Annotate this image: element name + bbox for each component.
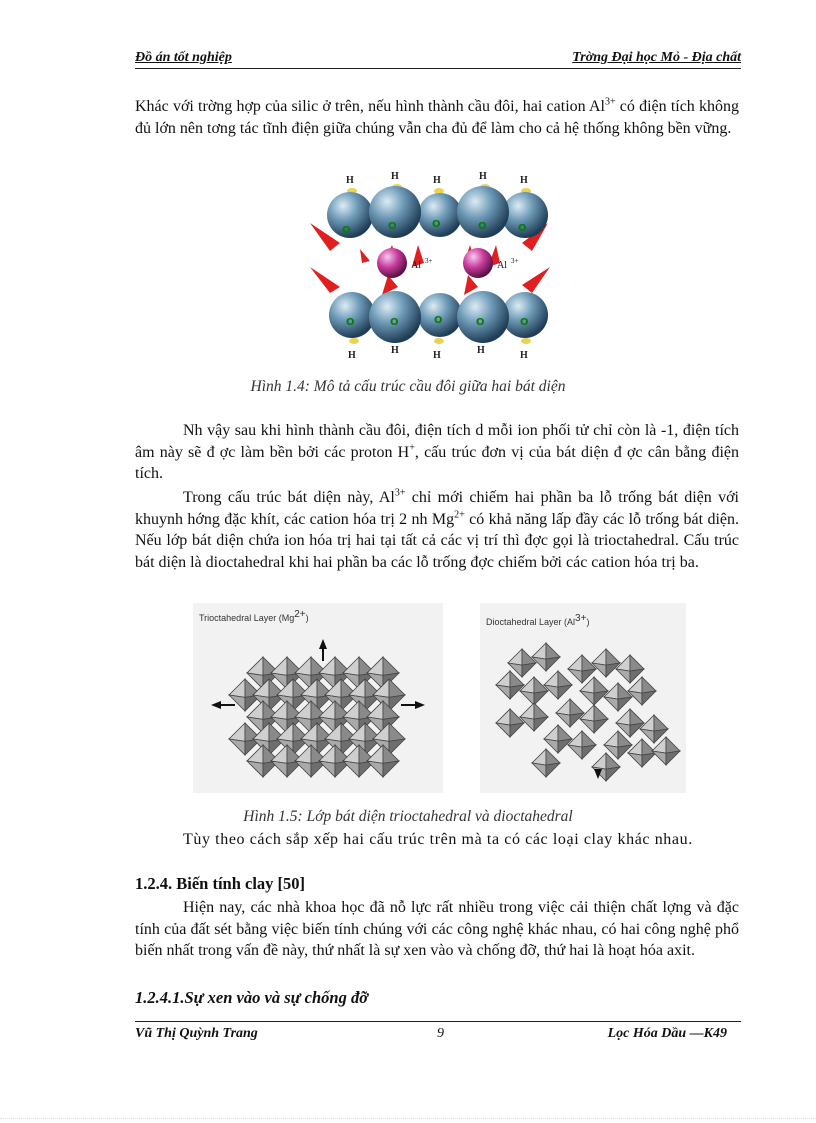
footer-course: Lọc Hóa Dầu —K49 xyxy=(607,1026,727,1041)
svg-text:H: H xyxy=(433,175,441,186)
figure-caption-1: Hình 1.4: Mô tả cấu trúc cầu đôi giữa hai bát diện xyxy=(250,378,566,395)
svg-text:3+: 3+ xyxy=(425,257,433,265)
figure-dioctahedral xyxy=(480,603,686,793)
aluminium-spheres xyxy=(377,248,493,278)
section-heading-1-2-4: 1.2.4. Biến tính clay [50] xyxy=(135,874,306,893)
svg-text:H: H xyxy=(433,350,441,361)
svg-text:O: O xyxy=(346,317,355,328)
trioctahedral-lattice xyxy=(193,603,443,793)
svg-text:O: O xyxy=(476,317,485,328)
svg-text:H: H xyxy=(520,350,528,361)
octahedron xyxy=(532,749,560,777)
octahedron xyxy=(604,683,632,711)
page-bottom-dotted-line xyxy=(0,1118,816,1119)
figure-caption-2: Hình 1.5: Lớp bát diện trioctahedral và dioctahedral xyxy=(243,808,573,825)
octahedron xyxy=(568,731,596,759)
trioctahedral-title: Trioctahedral Layer $(Mg^{2+})$ xyxy=(199,609,309,623)
svg-text:H: H xyxy=(346,175,354,186)
figure-trioctahedral xyxy=(193,603,443,793)
svg-text:H: H xyxy=(477,345,485,356)
octahedron xyxy=(628,739,656,767)
svg-text:O: O xyxy=(518,223,527,234)
header-left: Đồ án tốt nghiệp xyxy=(135,50,232,65)
svg-text:H: H xyxy=(348,350,356,361)
octahedron xyxy=(556,699,584,727)
svg-text:H: H xyxy=(391,171,399,182)
svg-text:O: O xyxy=(390,317,399,328)
octahedron xyxy=(496,709,524,737)
paragraph-2: Nh vậy sau khi hình thành cầu đôi, điện tích d mỗi ion phối tử chỉ còn là -1, điện tích âm này sẽ đ ợc làm bền bởi các proton H+, cấu trúc đơn vị của bát diện đ ợc cân bằng điện tích. xyxy=(135,422,740,482)
oxygen-spheres-top xyxy=(327,186,548,238)
svg-text:O: O xyxy=(520,317,529,328)
page-header xyxy=(135,50,741,69)
header-right: Trờng Đại học Mỏ - Địa chất xyxy=(572,50,741,65)
octahedron xyxy=(592,649,620,677)
paragraph-5: Hiện nay, các nhà khoa học đã nỗ lực rất nhiều trong việc cải thiện chất lợng và đặc tính của đất sét bằng việc biến tính chúng với các công nghệ khác nhau, có hai công nghệ phổ biến nhất trong vấn đề này, thứ nhất là sự xen vào và chống đỡ, thứ hai là hoạt hóa axit. xyxy=(135,899,739,959)
svg-text:Al: Al xyxy=(497,260,507,271)
svg-text:H: H xyxy=(479,171,487,182)
svg-text:O: O xyxy=(342,225,351,236)
page-footer xyxy=(135,1021,741,1042)
octahedron xyxy=(520,677,548,705)
paragraph-1: Khác với trờng hợp của silic ở trên, nếu hình thành cầu đôi, hai cation $Al^{3+}$ có điện tích không đủ lớn nên tơng tác tĩnh điện giữa chúng vẫn cha đủ để làm cho cả hệ thống không bền vững. xyxy=(135,96,740,137)
octahedron xyxy=(544,725,572,753)
svg-text:H: H xyxy=(391,345,399,356)
svg-text:O: O xyxy=(432,219,441,230)
dioctahedral-lattice xyxy=(480,603,686,793)
paragraph-3: Trong cấu trúc bát diện này, $Al^{3+}$ chỉ mới chiếm hai phần ba lỗ trống bát diện với khuynh hớng đặc khít, các cation hóa trị 2 nh $Mg^{2+}$ có khả năng lấp đầy các lỗ trống bát diện. Nếu lớp bát diện chứa ion hóa trị hai tại tất cả các vị trí thì đợc gọi là trioctahedral. Cấu trúc bát diện là dioctahedral khi hai phần ba các lỗ trống đợc chiếm bởi các cation hóa trị ba. xyxy=(135,487,740,571)
svg-text:O: O xyxy=(478,221,487,232)
octahedron xyxy=(532,643,560,671)
page-number: 9 xyxy=(437,1026,444,1041)
svg-text:H: H xyxy=(520,175,528,186)
figure-double-bridge-diagram xyxy=(300,165,562,365)
svg-text:Al: Al xyxy=(411,260,421,271)
octahedron xyxy=(544,671,572,699)
svg-text:3+: 3+ xyxy=(511,257,519,265)
octahedron xyxy=(580,705,608,733)
svg-text:O: O xyxy=(388,221,397,232)
octahedron xyxy=(520,703,548,731)
section-heading-1-2-4-1: 1.2.4.1.Sự xen vào và sự chống đỡ xyxy=(135,988,369,1007)
svg-text:O: O xyxy=(434,315,443,326)
dioctahedral-title: Dioctahedral Layer $(Al^{3+})$ xyxy=(486,613,590,627)
paragraph-4: Tùy theo cách sắp xếp hai cấu trúc trên mà ta có các loại clay khác nhau. xyxy=(183,831,693,848)
footer-author: Vũ Thị Quỳnh Trang xyxy=(135,1026,258,1041)
